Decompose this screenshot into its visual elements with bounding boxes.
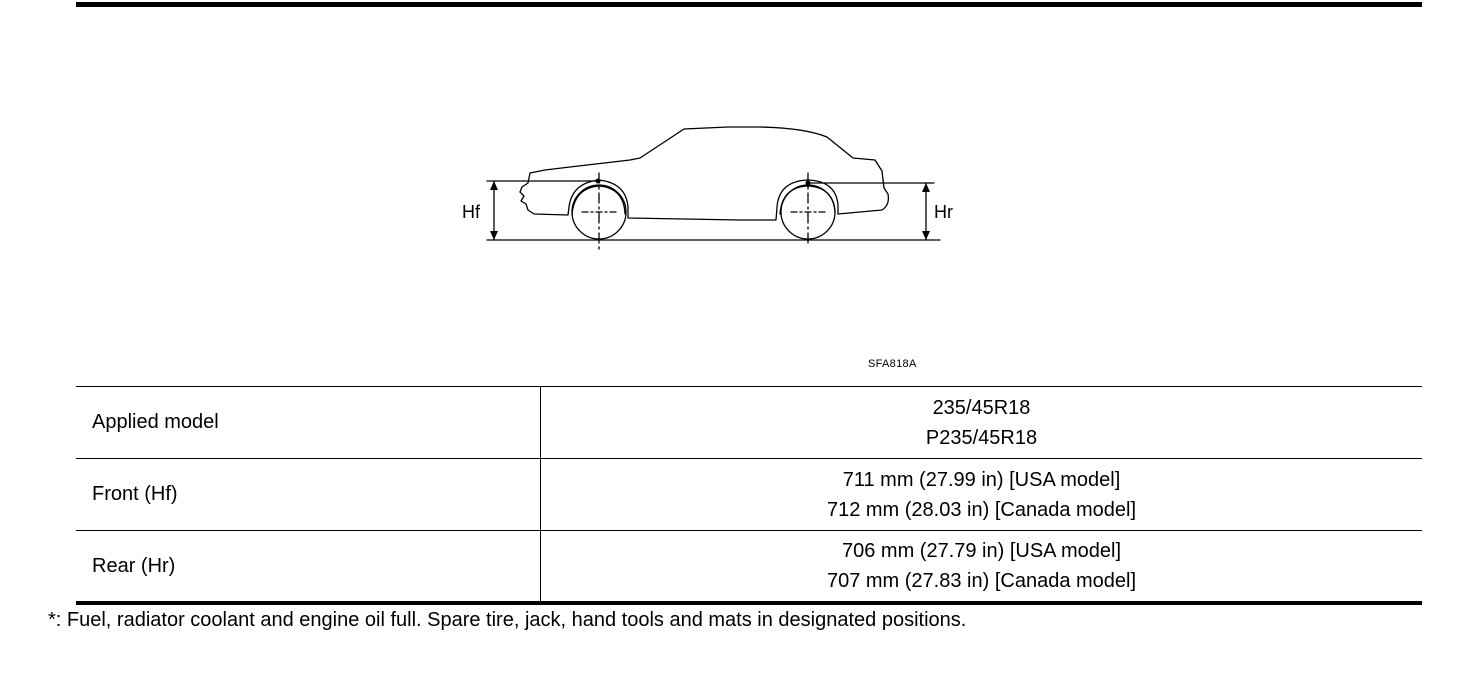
row-label: Rear (Hr) [76, 531, 541, 604]
row-value [541, 531, 1423, 604]
row-value-line: P235/45R18 [925, 426, 1038, 449]
row-label: Applied model [76, 387, 541, 459]
top-rule [76, 2, 1422, 7]
table-row [76, 459, 1422, 531]
car-side-view [440, 110, 1000, 260]
vehicle-height-table [76, 386, 1422, 605]
car-body-outline [520, 127, 888, 220]
footnote: *: Fuel, radiator coolant and engine oil full. Spare tire, jack, hand tools and mats in designated positions. [48, 609, 967, 631]
row-value-line: 707 mm (27.83 in) [Canada model] [826, 570, 1137, 592]
row-value-line: 712 mm (28.03 in) [Canada model] [826, 498, 1137, 521]
front-height-label: Hf [462, 202, 480, 222]
row-value-line: 235/45R18 [932, 396, 1031, 419]
figure-id: SFA818A [868, 358, 917, 370]
table-row [76, 531, 1422, 604]
row-value [541, 387, 1423, 459]
row-value [541, 459, 1423, 531]
table-row [76, 387, 1422, 459]
rear-height-label: Hr [934, 202, 953, 222]
vehicle-height-diagram [440, 110, 1000, 260]
row-label: Front (Hf) [76, 459, 541, 531]
row-value-line: 706 mm (27.79 in) [USA model] [841, 540, 1121, 562]
row-value-line: 711 mm (27.99 in) [USA model] [842, 468, 1121, 491]
